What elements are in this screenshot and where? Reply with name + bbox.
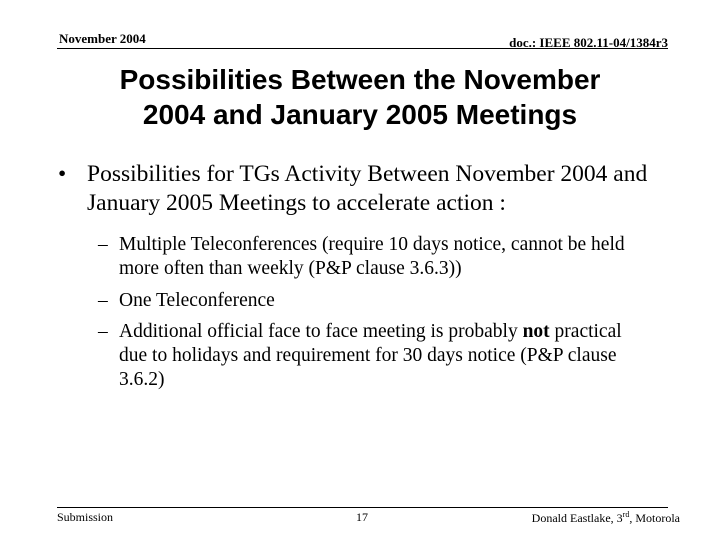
slide-title xyxy=(40,62,680,132)
bullet-dot-icon: • xyxy=(58,161,67,187)
sub-bullet-text-part: practical due to holidays and requirement for 30 days notice (P&P clause 3.6.2) xyxy=(119,321,622,390)
footer-author-name: Donald Eastlake, 3 xyxy=(531,511,623,525)
sub-bullet-item xyxy=(98,320,639,392)
header-rule xyxy=(57,48,668,49)
footer-page-number: 17 xyxy=(356,510,368,524)
footer-author-superscript: rd xyxy=(622,510,630,519)
dash-icon: – xyxy=(98,234,108,255)
footer-author-org: , Motorola xyxy=(629,511,680,525)
emphasis-not: not xyxy=(522,321,550,342)
header-date: November 2004 xyxy=(59,31,146,46)
sub-bullet-text: One Teleconference xyxy=(119,289,275,311)
sub-bullet-text xyxy=(119,321,622,390)
sub-bullet-text-part: Additional official face to face meeting is probably xyxy=(119,321,523,342)
sub-bullet-list xyxy=(98,233,668,392)
footer-rule xyxy=(57,507,668,508)
dash-icon: – xyxy=(98,321,108,342)
header-doc-id: doc.: IEEE 802.11-04/1384r3 xyxy=(509,35,668,50)
sub-bullet-item xyxy=(98,233,639,281)
sub-bullet-item xyxy=(98,289,639,313)
sub-bullet-text: Multiple Teleconferences (require 10 days notice, cannot be held more often than weekly (P&P clause 3.6.3)) xyxy=(119,234,625,279)
footer-author xyxy=(532,510,680,526)
slide-title-line-1: Possibilities Between the November xyxy=(119,64,601,95)
slide-title-line-2: 2004 and January 2005 Meetings xyxy=(142,99,578,130)
dash-icon: – xyxy=(98,289,108,311)
bullet-item xyxy=(58,160,668,218)
footer-submission: Submission xyxy=(57,510,114,524)
slide-body xyxy=(58,160,668,400)
bullet-text: Possibilities for TGs Activity Between November 2004 and January 2005 Meetings to accelerate action : xyxy=(87,161,648,216)
